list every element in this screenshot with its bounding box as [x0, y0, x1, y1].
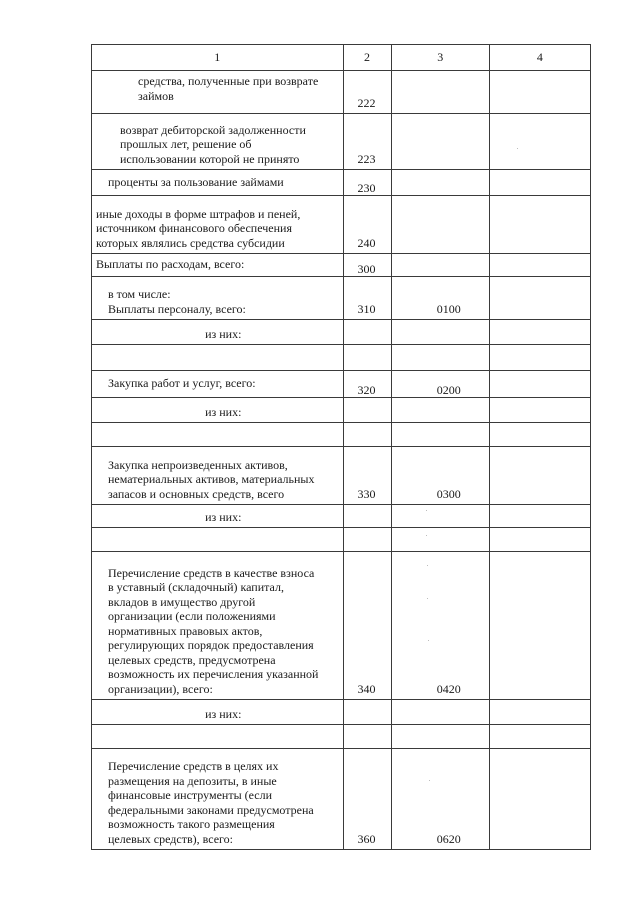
total-value	[489, 371, 590, 398]
total-value	[489, 749, 590, 850]
row-label	[92, 749, 344, 850]
row-label-line: иные доходы в форме штрафов и пеней,	[96, 206, 301, 221]
row-label-line: займов	[138, 88, 174, 103]
kosgu-code: 0420	[391, 552, 489, 700]
line-code	[343, 725, 391, 749]
table-row	[92, 114, 591, 170]
table-row	[92, 700, 591, 725]
kosgu-code	[391, 423, 489, 447]
row-label	[92, 114, 344, 170]
row-label	[92, 345, 344, 371]
table-row	[92, 528, 591, 552]
line-code	[343, 398, 391, 423]
total-value	[489, 320, 590, 345]
row-label-line: организации (если положениями	[108, 609, 276, 623]
column-header-2: 2	[343, 45, 391, 71]
row-label-line: из них:	[205, 326, 242, 341]
row-label-line: целевых средств, предусмотрена	[108, 652, 276, 667]
row-label-line: Перечисление средств в качестве взноса	[108, 565, 315, 580]
line-code: 230	[343, 170, 391, 196]
kosgu-code	[391, 254, 489, 277]
kosgu-code	[391, 196, 489, 254]
kosgu-code	[391, 528, 489, 552]
total-value	[489, 552, 590, 700]
table-row	[92, 552, 591, 700]
row-label-line: финансовые инструменты (если	[108, 788, 272, 802]
total-value	[489, 423, 590, 447]
scan-speck	[517, 148, 518, 149]
line-code: 360	[343, 749, 391, 850]
row-label-line: в том числе:	[108, 287, 171, 301]
table-row	[92, 254, 591, 277]
kosgu-code	[391, 170, 489, 196]
row-label-line: Закупка непроизведенных активов,	[108, 457, 288, 472]
row-label	[92, 371, 344, 398]
row-label	[92, 170, 344, 196]
row-label	[92, 254, 344, 277]
kosgu-code: 0100	[391, 277, 489, 320]
table-row	[92, 398, 591, 423]
scan-speck	[426, 510, 427, 511]
scan-speck	[428, 640, 429, 641]
line-code: 310	[343, 277, 391, 320]
line-code	[343, 700, 391, 725]
table-header-row	[92, 45, 591, 71]
row-label-line: средства, полученные при возврате	[138, 74, 319, 88]
kosgu-code	[391, 725, 489, 749]
scan-speck	[427, 598, 428, 599]
kosgu-code: 0300	[391, 447, 489, 505]
total-value	[489, 254, 590, 277]
row-label	[92, 505, 344, 528]
table-row	[92, 196, 591, 254]
kosgu-code	[391, 700, 489, 725]
row-label-line: Перечисление средств в целях их	[108, 759, 279, 773]
line-code: 222	[343, 71, 391, 114]
line-code: 330	[343, 447, 391, 505]
scan-speck	[426, 535, 427, 536]
line-code	[343, 528, 391, 552]
row-label	[92, 398, 344, 423]
row-label-line: нематериальных активов, материальных	[108, 472, 315, 486]
line-code: 320	[343, 371, 391, 398]
row-label-line: организации), всего:	[108, 681, 213, 696]
line-code: 223	[343, 114, 391, 170]
table-row	[92, 371, 591, 398]
line-code: 240	[343, 196, 391, 254]
row-label-line: источником финансового обеспечения	[96, 221, 292, 235]
table-row	[92, 320, 591, 345]
row-label	[92, 700, 344, 725]
row-label	[92, 447, 344, 505]
total-value	[489, 528, 590, 552]
row-label	[92, 71, 344, 114]
row-label-line: возможность их перечисления указанной	[108, 667, 319, 681]
line-code	[343, 345, 391, 371]
row-label	[92, 277, 344, 320]
budget-table	[91, 44, 591, 850]
table-row	[92, 447, 591, 505]
row-label-line: размещения на депозиты, в иные	[108, 773, 277, 788]
row-label	[92, 196, 344, 254]
table-row	[92, 749, 591, 850]
kosgu-code	[391, 320, 489, 345]
table-row	[92, 71, 591, 114]
row-label-line: из них:	[205, 509, 242, 524]
table-row	[92, 277, 591, 320]
total-value	[489, 700, 590, 725]
column-header-4: 4	[489, 45, 590, 71]
total-value	[489, 505, 590, 528]
row-label-line: Выплаты персоналу, всего:	[108, 301, 246, 316]
kosgu-code	[391, 71, 489, 114]
line-code	[343, 505, 391, 528]
row-label-line: проценты за пользование займами	[108, 174, 284, 189]
row-label-line: запасов и основных средств, всего	[108, 486, 285, 501]
table-row	[92, 505, 591, 528]
row-label-line: Закупка работ и услуг, всего:	[108, 376, 256, 391]
row-label	[92, 423, 344, 447]
kosgu-code	[391, 398, 489, 423]
row-label-line: Выплаты по расходам, всего:	[96, 257, 245, 272]
row-label-line: регулирующих порядок предоставления	[108, 638, 314, 652]
table-row	[92, 345, 591, 371]
row-label-line: из них:	[205, 404, 242, 419]
line-code: 300	[343, 254, 391, 277]
row-label-line: вкладов в имущество другой	[108, 594, 256, 609]
row-label-line: которых являлись средства субсидии	[96, 235, 285, 250]
row-label-line: целевых средств), всего:	[108, 831, 233, 846]
total-value	[489, 71, 590, 114]
total-value	[489, 345, 590, 371]
row-label-line: в уставный (складочный) капитал,	[108, 580, 284, 594]
table-row	[92, 423, 591, 447]
kosgu-code	[391, 345, 489, 371]
row-label-line: из них:	[205, 706, 242, 721]
total-value	[489, 196, 590, 254]
scan-speck	[427, 565, 428, 566]
row-label-line: возможность такого размещения	[108, 817, 275, 831]
line-code: 340	[343, 552, 391, 700]
kosgu-code	[391, 505, 489, 528]
row-label-line: использовании которой не принято	[120, 151, 300, 166]
table-row	[92, 725, 591, 749]
line-code	[343, 320, 391, 345]
kosgu-code	[391, 114, 489, 170]
row-label	[92, 552, 344, 700]
row-label	[92, 725, 344, 749]
total-value	[489, 170, 590, 196]
kosgu-code: 0200	[391, 371, 489, 398]
row-label-line: федеральными законами предусмотрена	[108, 802, 314, 817]
row-label	[92, 320, 344, 345]
total-value	[489, 447, 590, 505]
column-header-3: 3	[391, 45, 489, 71]
table-row	[92, 170, 591, 196]
kosgu-code: 0620	[391, 749, 489, 850]
total-value	[489, 398, 590, 423]
scan-speck	[429, 780, 430, 781]
total-value	[489, 114, 590, 170]
row-label	[92, 528, 344, 552]
line-code	[343, 423, 391, 447]
total-value	[489, 277, 590, 320]
column-header-1: 1	[92, 45, 344, 71]
total-value	[489, 725, 590, 749]
row-label-line: возврат дебиторской задолженности	[120, 122, 306, 137]
row-label-line: нормативных правовых актов,	[108, 623, 263, 638]
row-label-line: прошлых лет, решение об	[120, 137, 252, 151]
